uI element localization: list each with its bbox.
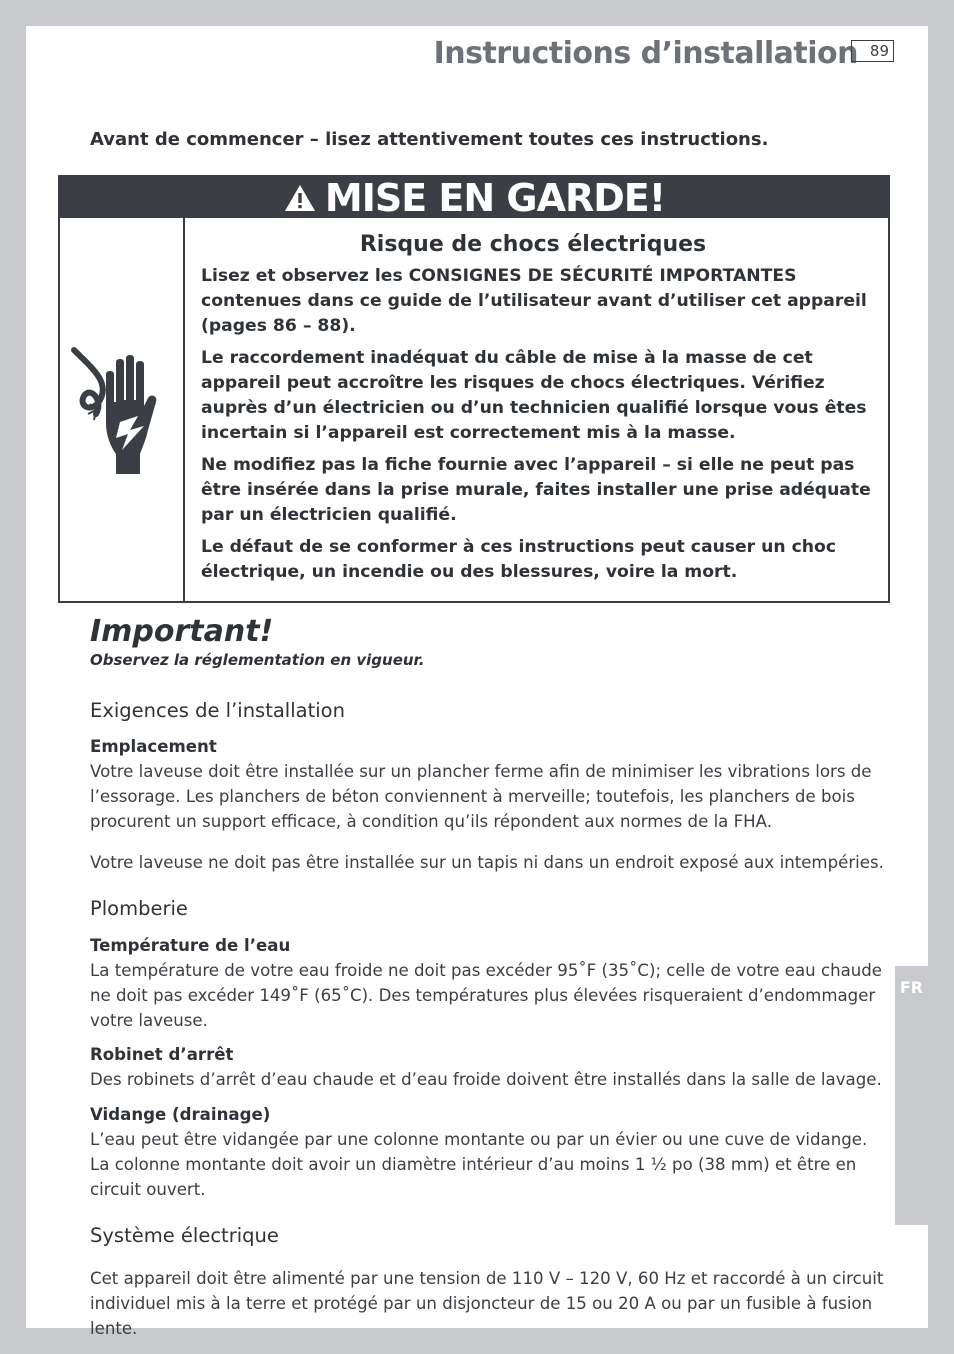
paragraph-vidange: L’eau peut être vidangée par une colonne montante ou par un évier ou une cuve de vidange. La colonne montante doit avoir un diamètre intérieur d’au moins 1 ½ po (38 mm) et être en circuit ouvert. (90, 1130, 868, 1199)
paragraph-emplacement-2: Votre laveuse ne doit pas être installée sur un tapis ni dans un endroit exposé aux intempéries. (90, 853, 884, 872)
electric-shock-hand-icon (70, 344, 170, 476)
paragraph-robinet: Des robinets d’arrêt d’eau chaude et d’eau froide doivent être installés dans la salle de lavage. (90, 1070, 882, 1089)
subheading-robinet: Robinet d’arrêt (90, 1045, 234, 1064)
page-number: 89 (851, 40, 894, 62)
paragraph-emplacement: Votre laveuse doit être installée sur un plancher ferme afin de minimiser les vibrations lors de l’essorage. Les planchers de béton conviennent à merveille; toutefois, les planchers de bois procurent un support efficace, à condition qu’ils répondent aux normes de la FHA. (90, 762, 872, 831)
subheading-vidange: Vidange (drainage) (90, 1105, 271, 1124)
warning-icon-cell (60, 218, 185, 601)
section-heading-exigences: Exigences de l’installation (90, 699, 345, 722)
warning-paragraph: Le défaut de se conformer à ces instructions peut causer un choc électrique, un incendie ou des blessures, voire la mort. (201, 537, 837, 582)
section-heading-electrique: Système électrique (90, 1224, 279, 1247)
warning-paragraph: Lisez et observez les CONSIGNES DE SÉCURITÉ IMPORTANTES contenues dans ce guide de l’utilisateur avant d’utiliser cet appareil (pages 86 – 88). (201, 266, 867, 336)
page-title: Instructions d’installation (433, 36, 858, 71)
language-tab-label: FR (899, 978, 924, 997)
lead-instruction: Avant de commencer – lisez attentivement toutes ces instructions. (90, 129, 769, 150)
paragraph-electrique: Cet appareil doit être alimenté par une tension de 110 V – 120 V, 60 Hz et raccordé à un circuit individuel mis à la terre et protégé par un disjoncteur de 15 ou 20 A ou par un fusible à fusion lente. (90, 1269, 884, 1338)
language-tab (895, 966, 928, 1225)
subheading-temperature: Température de l’eau (90, 936, 291, 955)
important-subtitle: Observez la réglementation en vigueur. (90, 651, 425, 669)
warning-box (58, 175, 890, 603)
warning-subtitle: Risque de chocs électriques (359, 232, 707, 257)
warning-content (201, 232, 873, 592)
warning-paragraph: Le raccordement inadéquat du câble de mise à la masse de cet appareil peut accroître les risques de chocs électriques. Vérifiez auprès d’un électricien ou d’un technicien qualifié lorsque vous êtes incertain si l’appareil est correctement mis à la masse. (201, 348, 867, 443)
warning-title: MISE EN GARDE! (324, 175, 666, 220)
warning-triangle-icon (283, 183, 317, 213)
important-heading: Important! (90, 614, 274, 649)
warning-header (60, 177, 888, 218)
subheading-emplacement: Emplacement (90, 737, 217, 756)
warning-paragraph: Ne modifiez pas la fiche fournie avec l’appareil – si elle ne peut pas être insérée dans la prise murale, faites installer une prise adéquate par un électricien qualifié. (201, 455, 871, 525)
paragraph-temperature: La température de votre eau froide ne doit pas excéder 95˚F (35˚C); celle de votre eau chaude ne doit pas excéder 149˚F (65˚C). Des températures plus élevées risqueraient d’endommager votre laveuse. (90, 961, 883, 1030)
section-heading-plomberie: Plomberie (90, 897, 188, 920)
